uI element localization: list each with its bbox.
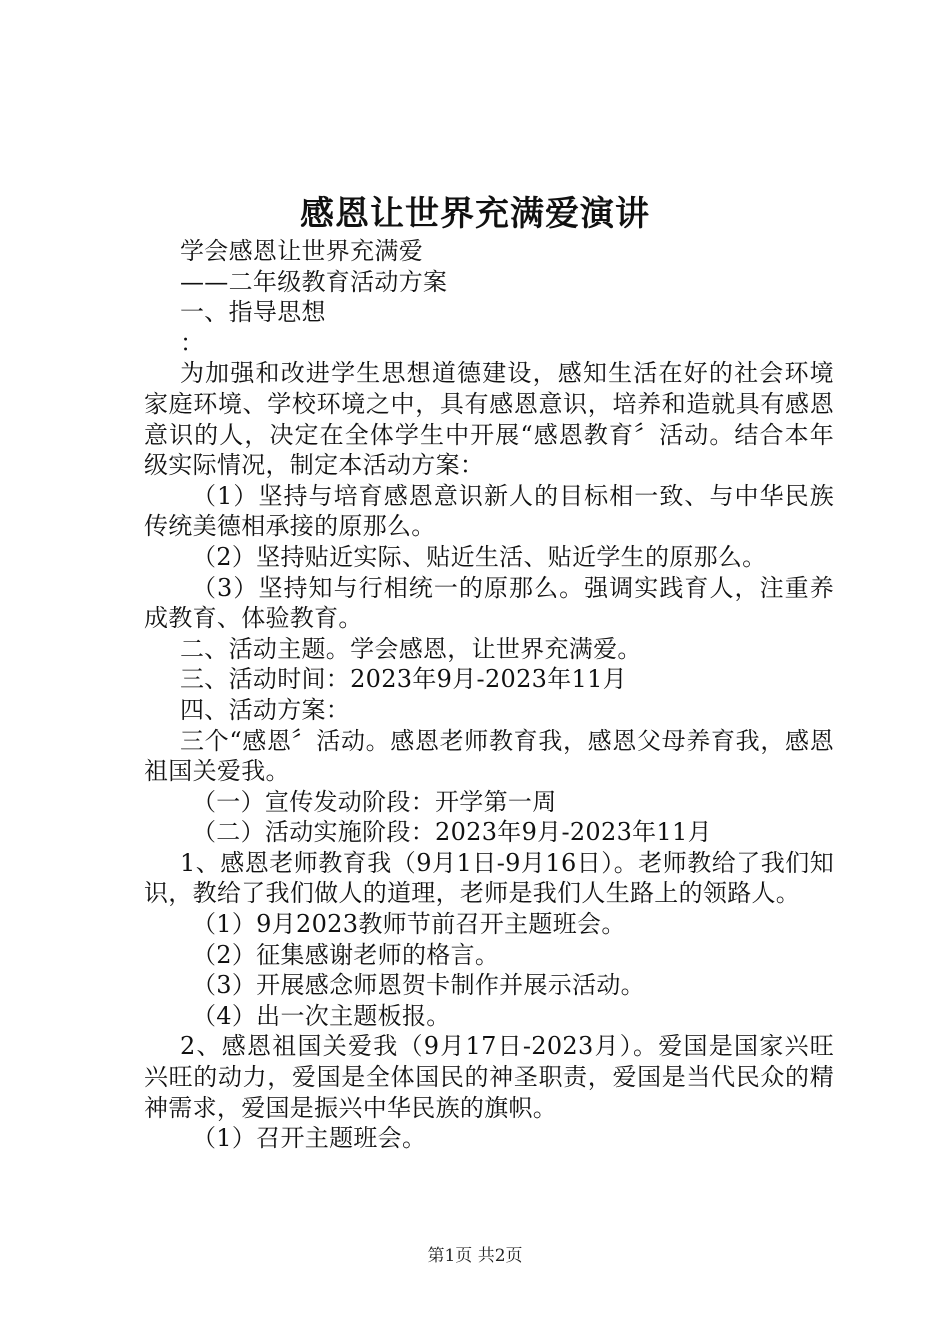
paragraph: 2、感恩祖国关爱我（9月17日-2023月）。爱国是国家兴旺兴旺的动力，爱国是全体国民的神圣职责，爱国是当代民众的精神需求，爱国是振兴中华民族的旗帜。 (144, 1032, 834, 1122)
list-item: （2）征集感谢老师的格言。 (192, 940, 500, 969)
paragraph: 三个“感恩〞活动。感恩老师教育我，感恩父母养育我，感恩祖国关爱我。 (144, 726, 834, 786)
list-item: （3）开展感念师恩贺卡制作并展示活动。 (192, 971, 645, 1000)
paragraph: ： (180, 328, 205, 357)
page-footer: 第1页 共2页 (427, 1246, 523, 1266)
list-item: （2）坚持贴近实际、贴近生活、贴近学生的原那么。 (192, 542, 767, 571)
paragraph: ——二年级教育活动方案 (180, 267, 448, 296)
document-title: 感恩让世界充满爱演讲 (300, 194, 650, 234)
list-item: （1）9月2023教师节前召开主题班会。 (192, 910, 626, 939)
list-item: （二）活动实施阶段：2023年9月-2023年11月 (192, 818, 712, 847)
list-item: （1）坚持与培育感恩意识新人的目标相一致、与中华民族传统美德相承接的原那么。 (144, 481, 834, 541)
paragraph: 1、感恩老师教育我（9月1日-9月16日）。老师教给了我们知识，教给了我们做人的道理，老师是我们人生路上的领路人。 (144, 848, 834, 908)
list-item: （1）召开主题班会。 (192, 1124, 427, 1153)
list-item: （一）宣传发动阶段：开学第一周 (192, 787, 557, 816)
section-heading: 三、活动时间：2023年9月-2023年11月 (180, 665, 627, 694)
paragraph: 为加强和改进学生思想道德建设，感知生活在好的社会环境家庭环境、学校环境之中，具有感恩意识，培养和造就具有感恩意识的人，决定在全体学生中开展“感恩教育〞活动。结合本年级实际情况，制定本活动方案： (144, 359, 834, 480)
list-item: （4）出一次主题板报。 (192, 1001, 451, 1030)
section-heading: 一、指导思想 (180, 298, 326, 327)
document-body (144, 236, 834, 1154)
section-heading: 四、活动方案： (180, 695, 351, 724)
list-item: （3）坚持知与行相统一的原那么。强调实践育人，注重养成教育、体验教育。 (144, 573, 834, 633)
section-heading: 二、活动主题。学会感恩，让世界充满爱。 (180, 634, 642, 663)
paragraph: 学会感恩让世界充满爱 (180, 237, 423, 265)
